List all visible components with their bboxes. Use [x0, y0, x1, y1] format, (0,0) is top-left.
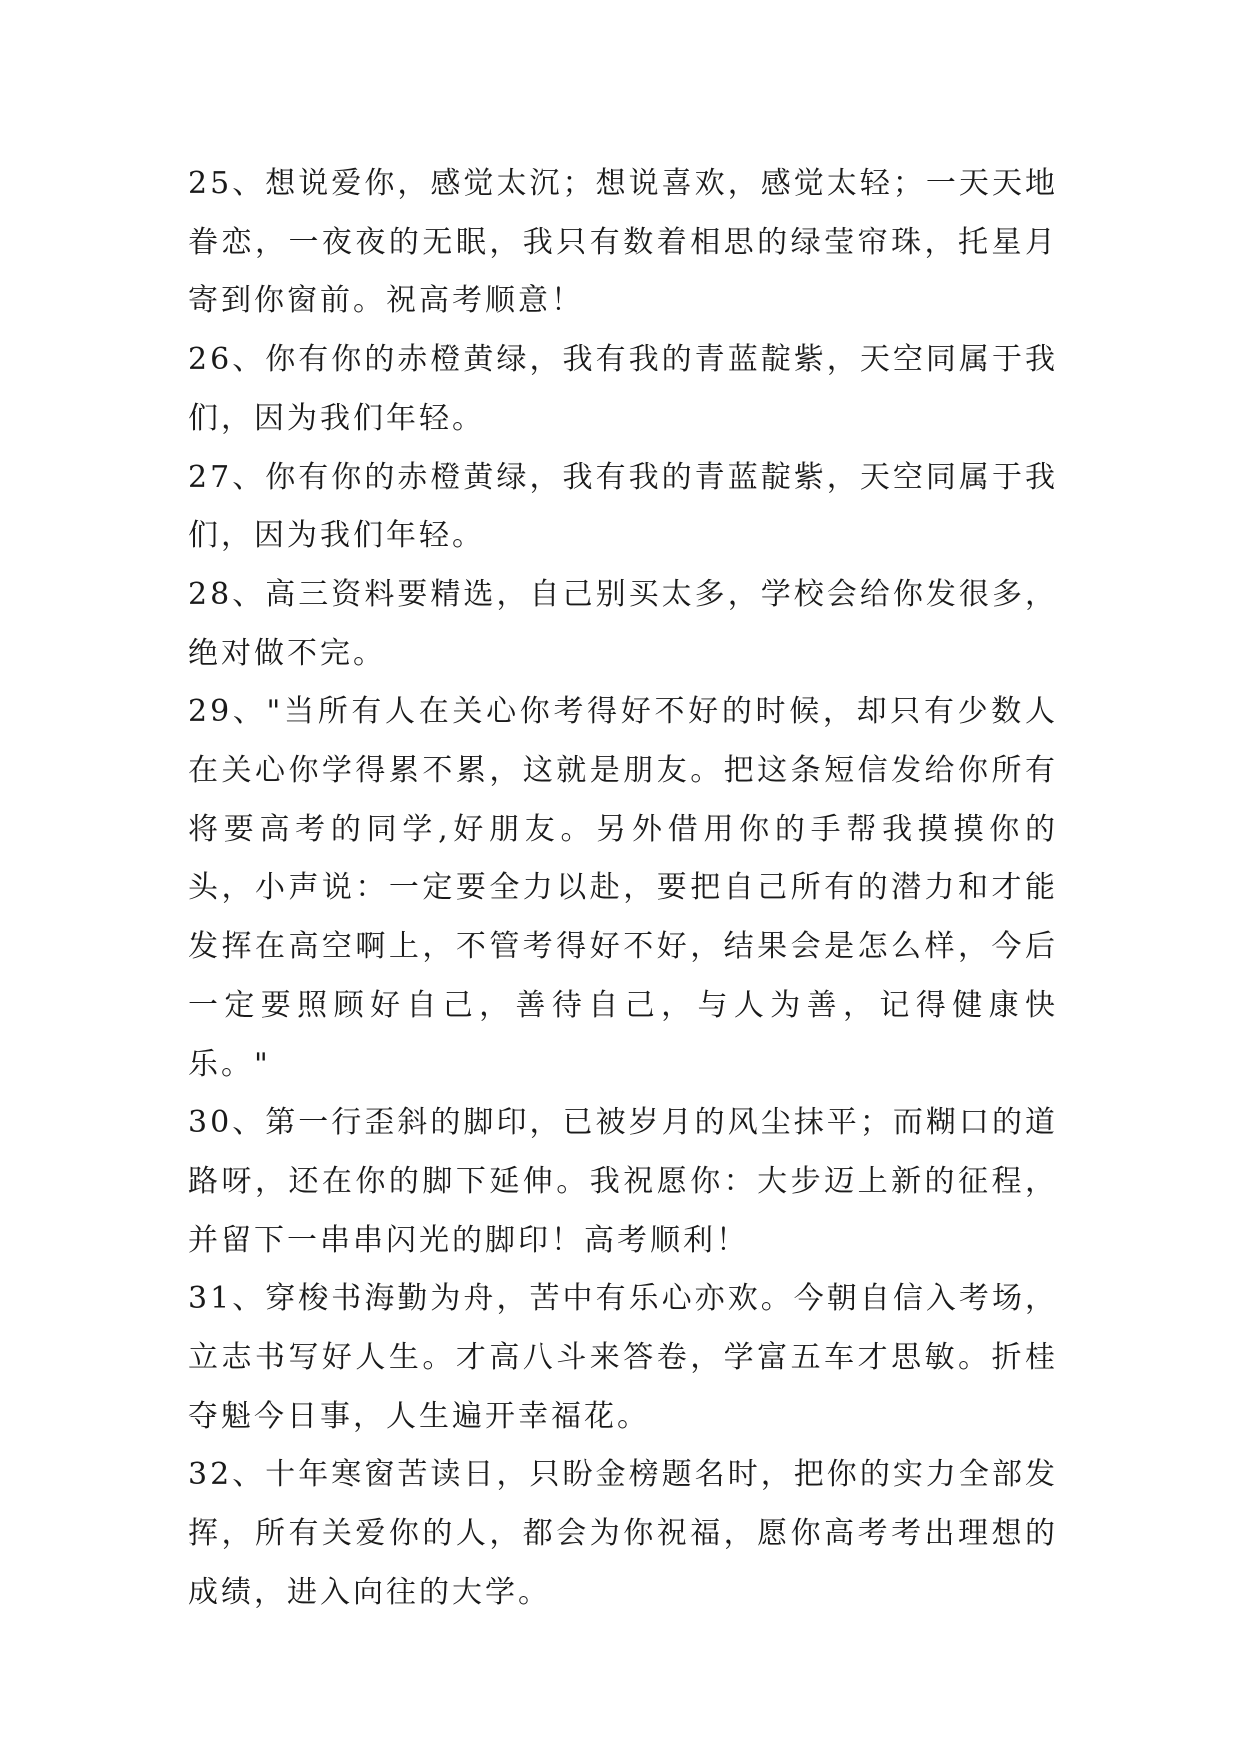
entry-31: 31、穿梭书海勤为舟，苦中有乐心亦欢。今朝自信入考场，立志书写好人生。才高八斗来答卷，学富五车才思敏。折桂夺魁今日事，人生遍开幸福花。	[188, 1281, 1058, 1434]
entry-29: 29、"当所有人在关心你考得好不好的时候，却只有少数人在关心你学得累不累，这就是朋友。把这条短信发给你所有将要高考的同学,好朋友。另外借用你的手帮我摸摸你的头，小声说：一定要全力以赴，要把自己所有的潜力和才能发挥在高空啊上，不管考得好不好，结果会是怎么样，今后一定要照顾好自己，善待自己，与人为善，记得健康快乐。"	[188, 694, 1058, 1082]
entry-25: 25、想说爱你，感觉太沉；想说喜欢，感觉太轻；一天天地眷恋，一夜夜的无眠，我只有数着相思的绿莹帘珠，托星月寄到你窗前。祝高考顺意！	[188, 166, 1058, 319]
entry-28: 28、高三资料要精选，自己别买太多，学校会给你发很多，绝对做不完。	[188, 576, 1058, 671]
entry-30: 30、第一行歪斜的脚印，已被岁月的风尘抹平；而糊口的道路呀，还在你的脚下延伸。我祝愿你：大步迈上新的征程，并留下一串串闪光的脚印！高考顺利！	[188, 1105, 1058, 1258]
entry-26: 26、你有你的赤橙黄绿，我有我的青蓝靛紫，天空同属于我们，因为我们年轻。	[188, 342, 1058, 436]
entry-27: 27、你有你的赤橙黄绿，我有我的青蓝靛紫，天空同属于我们，因为我们年轻。	[188, 459, 1058, 554]
document-body	[188, 155, 1058, 1623]
entry-32: 32、十年寒窗苦读日，只盼金榜题名时，把你的实力全部发挥，所有关爱你的人，都会为你祝福，愿你高考考出理想的成绩，进入向往的大学。	[188, 1457, 1058, 1610]
